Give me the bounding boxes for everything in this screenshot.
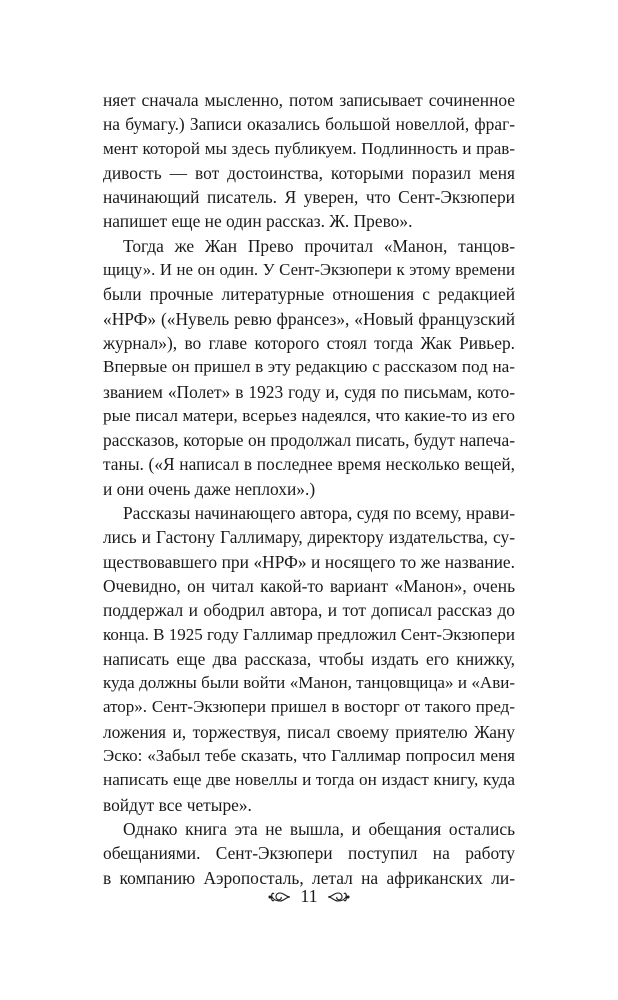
text-line: Впервые он пришел в эту редакцию с рассказом под на- [103,357,515,377]
text-line: щицу». И не он один. У Сент-Экзюпери к этому времени [103,260,515,280]
fleuron-right-icon [326,888,350,906]
text-line: лись и Гастону Галлимару, директору издательства, су- [103,527,515,548]
body-text [103,88,515,890]
page-number: 11 [300,886,318,906]
text-line: на бумагу.) Записи оказались большой новеллой, фраг- [103,114,515,135]
text-line: Рассказы начинающего автора, судя по всему, нрави- [123,503,515,524]
text-line: в компанию Аэропосталь, летал на африканских ли- [103,867,515,888]
text-line: званием «Полет» в 1923 году и, судя по письмам, кото- [103,381,515,402]
text-line: атор». Сент-Экзюпери пришел в восторг от такого пред- [103,697,515,717]
page-footer [0,886,618,907]
text-line: поддержал и ободрил автора, и тот дописал рассказ до [103,600,515,621]
text-line: напишет еще не один рассказ. Ж. Прево». [103,211,413,232]
text-line: Очевидно, он читал какой-то вариант «Манон», очень [103,575,515,596]
text-line: таны. («Я написал в последнее время несколько вещей, [103,454,515,475]
text-line: мент которой мы здесь публикуем. Подлинность и прав- [103,138,515,158]
text-line: Однако книга эта не вышла, и обещания остались [123,818,515,839]
text-line: рые писал матери, всерьез надеялся, что какие-то из его [103,405,515,425]
text-line: дивость — вот достоинства, которыми поразил меня [103,162,515,183]
text-line: журнал»), во главе которого стоял тогда Жак Ривьер. [103,332,515,353]
text-line: написать еще два рассказа, чтобы издать его книжку, [103,648,515,669]
text-line: начинающий писатель. Я уверен, что Сент-Экзюпери [103,187,515,208]
text-line: Эско: «Забыл тебе сказать, что Галлимар попросил меня [103,746,515,766]
text-line: написать еще две новеллы и тогда он издаст книгу, куда [103,770,515,790]
text-line: ложения и, торжествуя, писал своему приятелю Жану [103,721,515,742]
text-line: ществовавшего при «НРФ» и носящего то же название. [103,551,515,572]
text-line: конца. В 1925 году Галлимар предложил Сент-Экзюпери [103,624,515,644]
text-line: няет сначала мысленно, потом записывает сочиненное [103,90,515,110]
text-line: обещаниями. Сент-Экзюпери поступил на работу [103,843,515,864]
text-line: были прочные литературные отношения с редакцией [103,284,515,305]
text-line: Тогда же Жан Прево прочитал «Манон, танцов- [123,235,515,256]
text-line: войдут все четыре». [103,794,252,815]
text-line: «НРФ» («Нувель ревю франсез», «Новый французский [103,308,515,329]
fleuron-left-icon [268,888,292,906]
text-line: рассказов, которые он продолжал писать, будут напеча- [103,430,515,451]
text-line: и они очень даже неплохи».) [103,478,316,499]
text-line: куда должны были войти «Манон, танцовщица» и «Ави- [103,673,515,693]
